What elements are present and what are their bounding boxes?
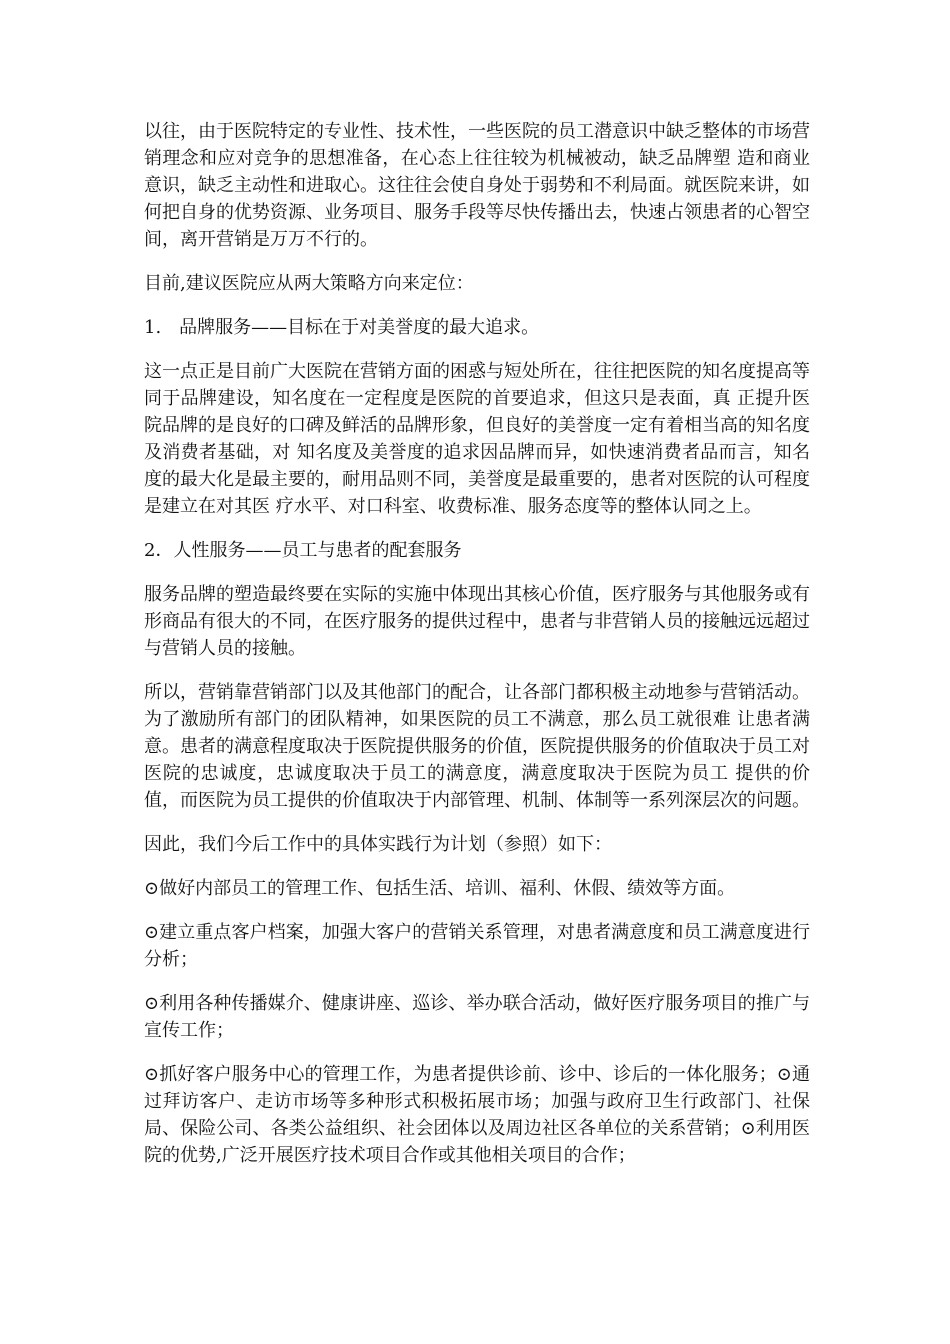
marketing-departments-paragraph: 所以，营销靠营销部门以及其他部门的配合，让各部门都积极主动地参与营销活动。为了激励所有部门的团队精神，如果医院的员工不满意，那么员工就很难 让患者满意。患者的满意程度取决于医院提供服务的价值，医院提供服务的价值取决于员工对医院的忠诚度，忠诚度取决于员工的满意度，满意度取决于医院为员工 提供的价值，而医院为员工提供的价值取决于内部管理、机制、体制等一系列深层次的问题。	[144, 682, 810, 811]
section-heading-brand-service: 1. 品牌服务——目标在于对美誉度的最大追求。	[144, 317, 540, 338]
strategy-intro: 目前,建议医院应从两大策略方向来定位：	[144, 273, 474, 294]
document-body	[144, 118, 810, 1186]
intro-paragraph: 以往，由于医院特定的专业性、技术性，一些医院的员工潜意识中缺乏整体的市场营销理念和应对竞争的思想准备，在心态上往往较为机械被动，缺乏品牌塑 造和商业意识，缺乏主动性和进取心。这往往会使自身处于弱势和不利局面。就医院来讲，如何把自身的优势资源、业务项目、服务手段等尽快传播出去，快速占领患者的心智空间，离开营销是万万不行的。	[144, 121, 810, 250]
action-item-media-promotion: ⊙利用各种传播媒介、健康讲座、巡诊、举办联合活动，做好医疗服务项目的推广与宣传工作；	[144, 993, 810, 1041]
action-item-staff-management: ⊙做好内部员工的管理工作、包括生活、培训、福利、休假、绩效等方面。	[144, 878, 736, 899]
section-heading-human-service: 2．人性服务——员工与患者的配套服务	[144, 540, 462, 561]
action-plan-intro: 因此，我们今后工作中的具体实践行为计划（参照）如下：	[144, 834, 612, 855]
brand-service-paragraph: 这一点正是目前广大医院在营销方面的困惑与短处所在，往往把医院的知名度提高等同于品牌建设，知名度在一定程度是医院的首要追求，但这只是表面，真 正提升医院品牌的是良好的口碑及鲜活的品牌形象，但良好的美誉度一定有着相当高的知名度及消费者基础，对 知名度及美誉度的追求因品牌而异，如快速消费者品而言，知名度的最大化是最主要的，耐用品则不同，美誉度是最重要的，患者对医院的认可程度是建立在对其医 疗水平、对口科室、收费标准、服务态度等的整体认同之上。	[144, 361, 810, 517]
action-item-customer-service: ⊙抓好客户服务中心的管理工作，为患者提供诊前、诊中、诊后的一体化服务；⊙通过拜访客户、走访市场等多种形式积极拓展市场；加强与政府卫生行政部门、社保局、保险公司、各类公益组织、社会团体以及周边社区各单位的关系营销；⊙利用医院的优势,广泛开展医疗技术项目合作或其他相关项目的合作；	[144, 1064, 810, 1166]
human-service-paragraph: 服务品牌的塑造最终要在实际的实施中体现出其核心价值，医疗服务与其他服务或有形商品有很大的不同，在医疗服务的提供过程中，患者与非营销人员的接触远远超过与营销人员的接触。	[144, 584, 810, 659]
action-item-key-clients: ⊙建立重点客户档案，加强大客户的营销关系管理，对患者满意度和员工满意度进行分析；	[144, 922, 810, 970]
